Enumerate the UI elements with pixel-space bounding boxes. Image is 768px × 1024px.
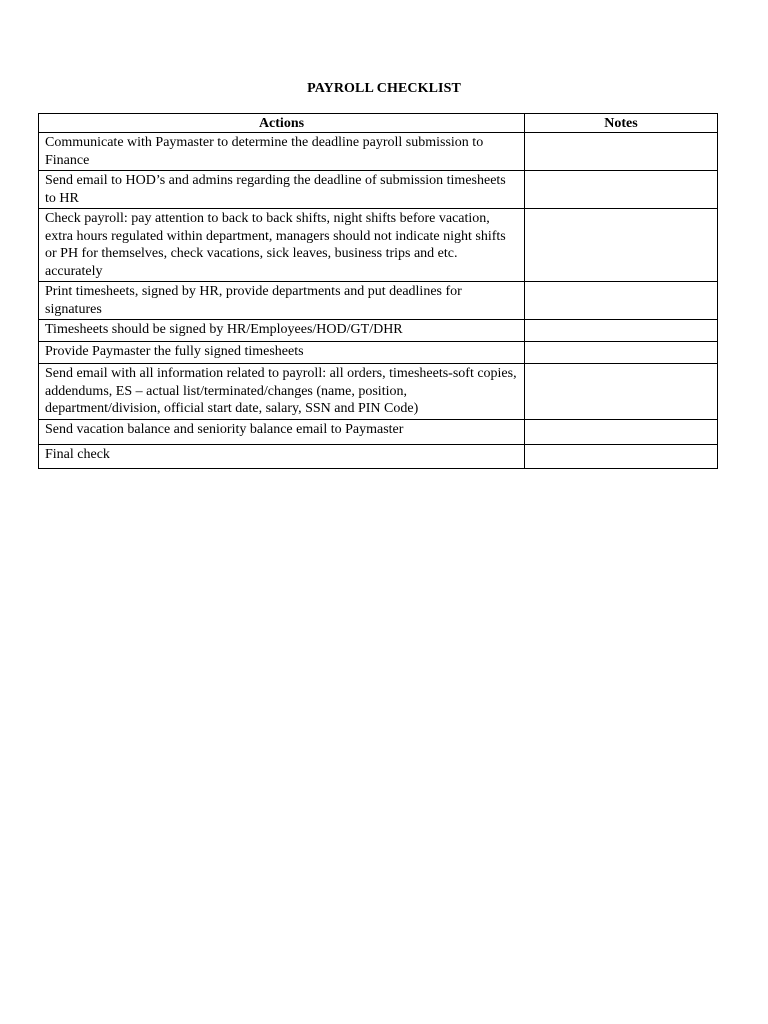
- actions-column-header: Actions: [39, 114, 525, 133]
- table-row: [39, 364, 718, 420]
- notes-cell: [525, 171, 718, 209]
- action-cell: Communicate with Paymaster to determine the deadline payroll submission to Finance: [39, 133, 525, 171]
- notes-cell: [525, 133, 718, 171]
- table-row: [39, 171, 718, 209]
- action-cell: Print timesheets, signed by HR, provide departments and put deadlines for signatures: [39, 282, 525, 320]
- notes-cell: [525, 320, 718, 342]
- table-row: [39, 209, 718, 282]
- action-cell: Provide Paymaster the fully signed timesheets: [39, 342, 525, 364]
- action-cell: Final check: [39, 444, 525, 468]
- action-cell: Check payroll: pay attention to back to back shifts, night shifts before vacation, extra hours regulated within department, managers should not indicate night shifts or PH for themselves, check vacations, sick leaves, business trips and etc. accurately: [39, 209, 525, 282]
- action-cell: Send email to HOD’s and admins regarding the deadline of submission timesheets to HR: [39, 171, 525, 209]
- payroll-checklist-table: [38, 113, 718, 469]
- table-row: [39, 133, 718, 171]
- action-cell: Send vacation balance and seniority balance email to Paymaster: [39, 419, 525, 444]
- page-title: PAYROLL CHECKLIST: [307, 81, 461, 96]
- table-row: [39, 444, 718, 468]
- table-header-row: [39, 114, 718, 133]
- action-cell: Timesheets should be signed by HR/Employees/HOD/GT/DHR: [39, 320, 525, 342]
- table-row: [39, 419, 718, 444]
- notes-cell: [525, 419, 718, 444]
- table-row: [39, 342, 718, 364]
- notes-cell: [525, 342, 718, 364]
- notes-cell: [525, 209, 718, 282]
- action-cell: Send email with all information related to payroll: all orders, timesheets-soft copies, addendums, ES – actual list/terminated/changes (name, position, department/division, official start date, salary, SSN and PIN Code): [39, 364, 525, 420]
- notes-cell: [525, 444, 718, 468]
- notes-cell: [525, 282, 718, 320]
- notes-column-header: Notes: [525, 114, 718, 133]
- notes-cell: [525, 364, 718, 420]
- table-row: [39, 320, 718, 342]
- table-row: [39, 282, 718, 320]
